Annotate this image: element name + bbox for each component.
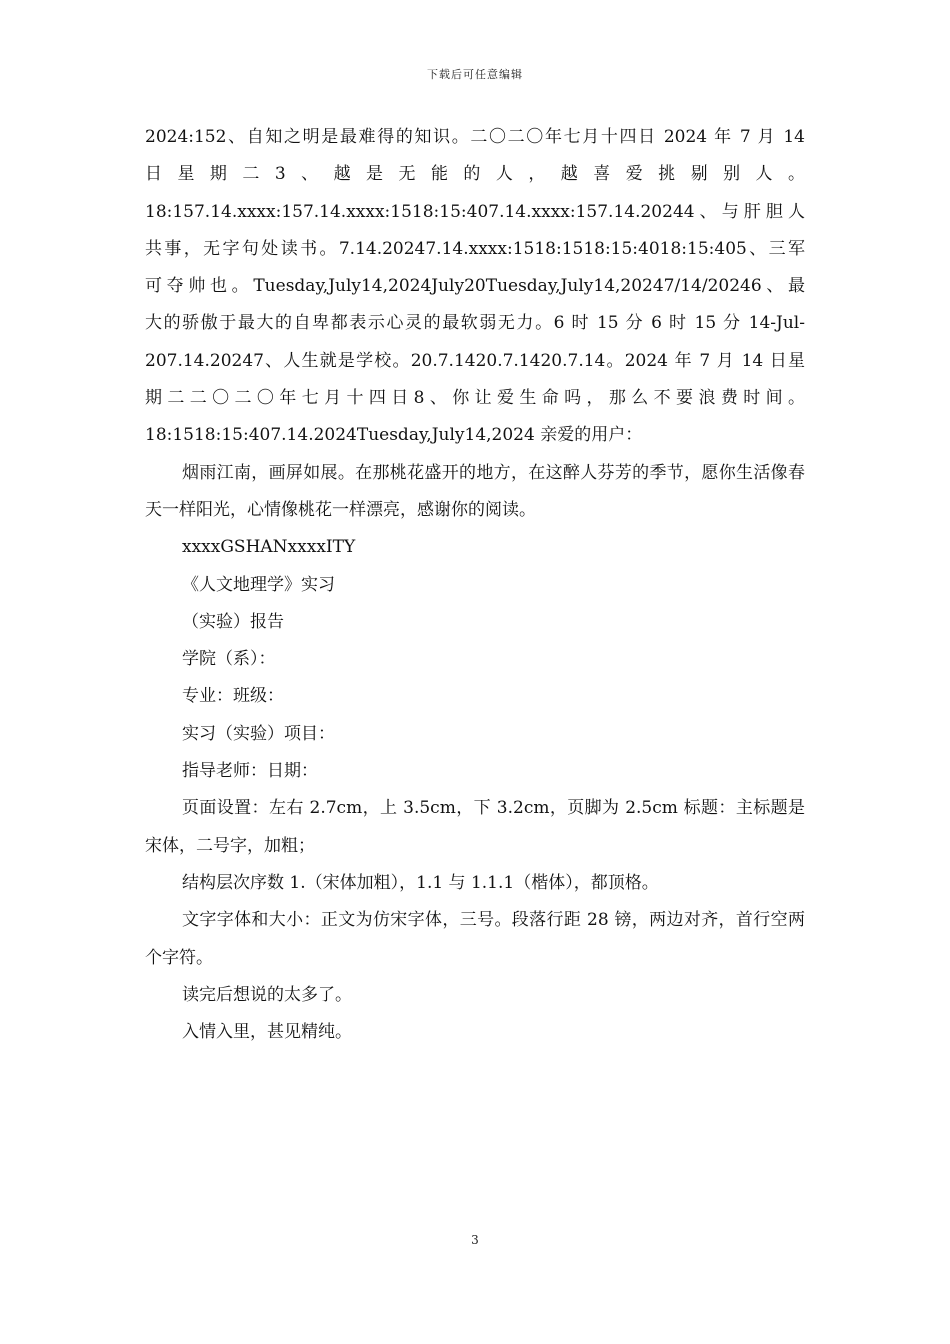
advisor-date-field: 指导老师：日期： bbox=[182, 761, 318, 782]
university-code: xxxxGSHANxxxxITY bbox=[182, 537, 356, 558]
closing-line-1: 读完后想说的太多了。 bbox=[182, 984, 352, 1005]
text-line: 可夺帅也。Tuesday,July14,2024July20Tuesday,July14,20247/14/20246、最 bbox=[145, 276, 805, 297]
structure-paragraph: 结构层次序数 1.（宋体加粗），1.1 与 1.1.1（楷体），都顶格。 bbox=[182, 872, 659, 893]
text-line: 大的骄傲于最大的自卑都表示心灵的最软弱无力。6 时 15 分 6 时 15 分 14-Jul- bbox=[145, 313, 805, 334]
report-title-line1: 《人文地理学》实习 bbox=[182, 574, 335, 595]
text-line: 日星期二3、越是无能的人，越喜爱挑剔别人。 bbox=[145, 164, 805, 185]
text-line: 期二二〇二〇年七月十四日8、你让爱生命吗，那么不要浪费时间。 bbox=[145, 388, 805, 409]
page-header: 下载后可任意编辑 bbox=[427, 68, 523, 81]
project-field: 实习（实验）项目： bbox=[182, 723, 335, 744]
closing-line-2: 入情入里，甚见精纯。 bbox=[182, 1022, 352, 1043]
text-line: 共事，无字句处读书。7.14.20247.14.xxxx:1518:1518:15:4018:15:405、三军 bbox=[145, 238, 805, 259]
page-number: 3 bbox=[471, 1233, 479, 1247]
major-class-field: 专业：班级： bbox=[182, 686, 284, 707]
report-title-line2: （实验）报告 bbox=[182, 611, 284, 632]
font-size-paragraph: 文字字体和大小：正文为仿宋字体，三号。段落行距 28 镑，两边对齐，首行空两个字符。 bbox=[145, 910, 805, 968]
text-line: 207.14.20247、人生就是学校。20.7.1420.7.1420.7.14。2024 年 7 月 14 日星 bbox=[145, 350, 805, 371]
text-line: 2024:152、自知之明是最难得的知识。二〇二〇年七月十四日 2024 年 7 月 14 bbox=[145, 127, 805, 147]
greeting-paragraph: 烟雨江南，画屏如展。在那桃花盛开的地方，在这醉人芬芳的季节，愿你生活像春天一样阳光，心情像桃花一样漂亮，感谢你的阅读。 bbox=[145, 462, 805, 520]
text-line: 18:1518:15:407.14.2024Tuesday,July14,2024 亲爱的用户： bbox=[145, 425, 643, 446]
document-body bbox=[145, 119, 805, 1051]
college-field: 学院（系）： bbox=[182, 649, 276, 670]
text-line: 18:157.14.xxxx:157.14.xxxx:1518:15:407.14.xxxx:157.14.20244、与肝胆人 bbox=[145, 201, 805, 222]
page-setup-paragraph: 页面设置：左右 2.7cm，上 3.5cm，下 3.2cm，页脚为 2.5cm 标题：主标题是宋体，二号字，加粗； bbox=[145, 798, 805, 856]
